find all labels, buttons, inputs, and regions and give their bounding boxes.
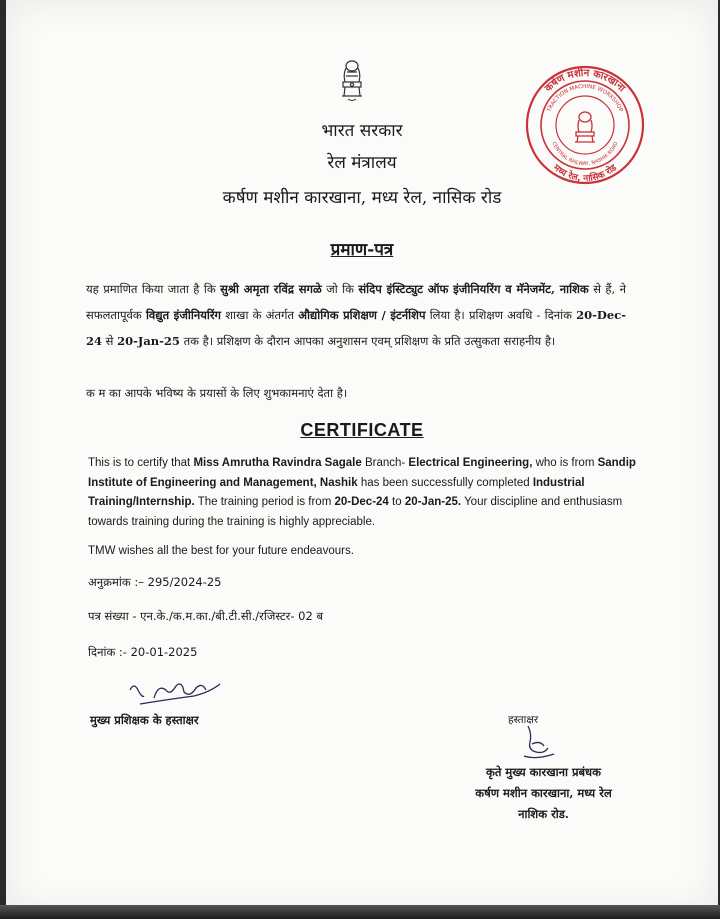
text-run: This is to certify that [88,457,194,469]
certificate-page [6,0,718,912]
svg-text:मध्य रेल, नासिक रोड: मध्य रेल, नासिक रोड [551,163,619,185]
serial-number: अनुक्रमांक :– 295/2024-25 [88,575,222,589]
svg-text:TRACTION MACHINE WORKSHOP: TRACTION MACHINE WORKSHOP [546,83,624,113]
to-date-en: 20-Jan-25. [404,496,462,508]
branch-hi: विद्युत इंजीनियरिंग [145,308,222,322]
text-run: लिया है। प्रशिक्षण अवधि - दिनांक [425,308,577,322]
text-run: शाखा के अंतर्गत [221,308,299,322]
svg-text:CENTRAL RAILWAY, NASHIK ROAD: CENTRAL RAILWAY, NASHIK ROAD [550,140,620,168]
hindi-wish-line: क म का आपके भविष्य के प्रयासों के लिए शुभकामनाएं देता है। [86,386,348,400]
hindi-certificate-title-wrap [6,237,718,260]
institute-name-en: Sandip Institute of Engineering and Management, Nashik [88,457,636,489]
national-emblem-icon [337,58,367,104]
text-run: यह प्रमाणित किया जाता है कि [86,282,221,296]
text-run: to [388,496,405,508]
letter-number: पत्र संख्या - एन.के./क.म.का./बी.टी.सी./रजिस्टर- 02 ब [88,609,324,623]
workshop-heading: कर्षण मशीन कारखाना, मध्य रेल, नासिक रोड [222,188,502,208]
text-run: has been successfully completed [357,476,533,489]
authority-signature [514,722,564,762]
text-run: Your discipline and enthusiasm towards training during the training is highly appreciable. [88,496,623,528]
hindi-body-paragraph [86,276,626,354]
branch-en: Electrical Engineering, [408,457,533,469]
svg-text:कर्षण मशीन कारखाना: कर्षण मशीन कारखाना [543,67,627,95]
from-date-en: 20-Dec-24 [334,496,389,508]
chief-instructor-signature [124,678,224,712]
authority-line-3: नाशिक रोड. [518,807,569,821]
student-name-en: Miss Amrutha Ravindra Sagale [193,457,362,469]
text-run: से [102,334,118,348]
text-run: who is from [532,457,598,469]
text-run: Branch- [361,457,409,469]
signature-caption: हस्ताक्षर [508,714,539,726]
english-certificate-title: CERTIFICATE [300,420,424,440]
institute-name-hi: संदिप इंस्टिट्युट ऑफ इंजीनियरिंग व मॅनेजमेंट, नाशिक [358,282,589,296]
text-run: तक है। प्रशिक्षण के दौरान आपका अनुशासन एवम् प्रशिक्षण के प्रति उत्सुकता सराहनीय है। [179,334,556,348]
training-type-en: Industrial Training/Internship. [88,476,585,508]
english-body-paragraph [88,454,648,532]
text-run: जो कि [321,282,359,296]
hindi-certificate-title: प्रमाण-पत्र [330,240,394,260]
from-date-hi: 20-Dec-24 [86,308,626,348]
text-run: The training period is from [194,496,335,508]
chief-instructor-caption: मुख्य प्रशिक्षक के हस्ताक्षर [90,713,199,727]
photo-bottom-edge [0,905,720,919]
govt-heading: भारत सरकार [321,121,403,141]
authority-line-2: कर्षण मशीन कारखाना, मध्य रेल [475,786,612,800]
ministry-heading: रेल मंत्रालय [327,153,397,173]
training-type-hi: औद्योगिक प्रशिक्षण / इंटर्नशिप [298,308,426,322]
student-name-hi: सुश्री अमृता रविंद्र सगळे [220,282,322,296]
issue-date: दिनांक :- 20-01-2025 [88,645,198,659]
to-date-hi: 20-Jan-25 [117,334,180,348]
english-certificate-title-wrap [6,420,718,441]
text-run: से हैं, ने सफलतापूर्वक [86,282,626,322]
english-wish-line: TMW wishes all the best for your future endeavours. [88,545,354,557]
authority-line-1: कृते मुख्य कारखाना प्रबंधक [486,765,601,779]
